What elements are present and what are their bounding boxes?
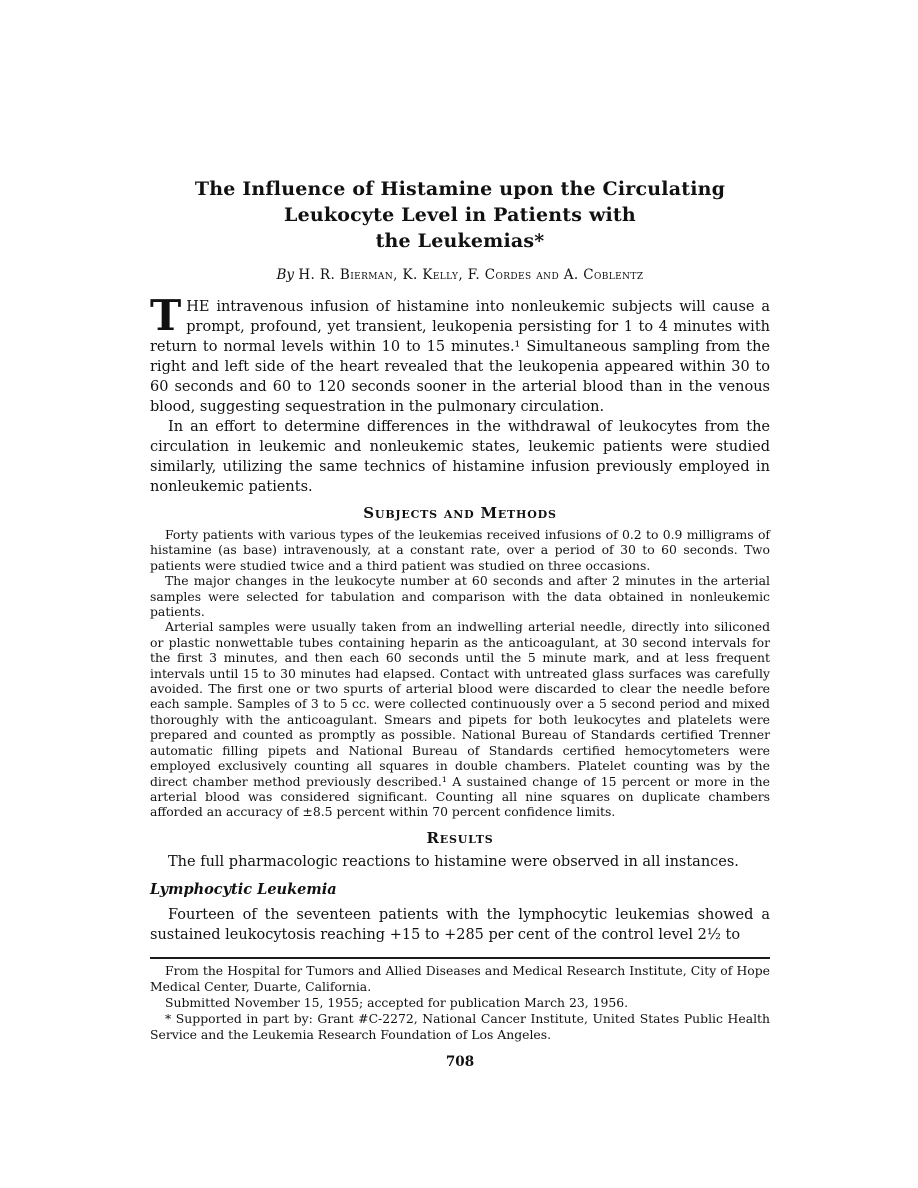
byline-authors: H. R. Bierman, K. Kelly, F. Cordes and A. Coblentz: [298, 267, 644, 283]
byline: [150, 267, 770, 283]
methods-section: [150, 527, 770, 820]
paper-title: [150, 176, 770, 254]
subsection-heading-lymphocytic-leukemia: Lymphocytic Leukemia: [150, 880, 337, 898]
results-paragraph: The full pharmacologic reactions to histamine were observed in all instances.: [168, 853, 739, 870]
page-content: [150, 176, 770, 1070]
lymphocytic-paragraph: Fourteen of the seventeen patients with the lymphocytic leukemias showed a sustained leukocytosis reaching +15 to +285 per cent of the control level 2½ to: [150, 906, 770, 943]
methods-paragraph-3: Arterial samples were usually taken from an indwelling arterial needle, directly into siliconed or plastic nonwettable tubes containing heparin as the anticoagulant, at 30 second intervals for the first 3 minutes, and then each 60 seconds until the 5 minute mark, and at less frequent intervals until 15 to 30 minutes had elapsed. Contact with untreated glass surfaces was carefully avoided. The first one or two spurts of arterial blood were discarded to clear the needle before each sample. Samples of 3 to 5 cc. were collected continuously over a 5 second period and mixed thoroughly with the anticoagulant. Smears and pipets for both leukocytes and platelets were prepared and counted as promptly as possible. National Bureau of Standards certified Trenner automatic filling pipets and National Bureau of Standards certified hemocytometers were employed exclusively counting all squares in double chambers. Platelet counting was by the direct chamber method previously described.¹ A sustained change of 15 percent or more in the arterial blood was considered significant. Counting all nine squares on duplicate chambers afforded an accuracy of ±8.5 percent within 70 percent confidence limits.: [150, 619, 770, 820]
intro-paragraph-2: In an effort to determine differences in the withdrawal of leukocytes from the circulation in leukemic and nonleukemic states, leukemic patients were studied similarly, utilizing the same technics of histamine infusion previously employed in nonleukemic patients.: [150, 419, 770, 495]
title-line-2: Leukocyte Level in Patients with: [284, 204, 636, 226]
section-heading-results: Results: [426, 828, 494, 847]
page-number: 708: [445, 1053, 475, 1070]
intro-paragraph-1: [150, 291, 770, 417]
footnotes: [150, 963, 770, 1043]
methods-paragraph-1: Forty patients with various types of the leukemias received infusions of 0.2 to 0.9 milligrams of histamine (as base) intravenously, at a constant rate, over a period of 30 to 60 seconds. Two patients were studied twice and a third patient was studied on three occasions.: [150, 527, 770, 573]
byline-by: By: [276, 267, 295, 283]
intro-paragraph-1-text: HE intravenous infusion of histamine into nonleukemic subjects will cause a prompt, profound, yet transient, leukopenia persisting for 1 to 4 minutes with return to normal levels within 10 to 15 minutes.¹ Simultaneous sampling from the right and left side of the heart revealed that the leukopenia appeared within 30 to 60 seconds and 60 to 120 seconds sooner in the arterial blood than in the venous blood, suggesting sequestration in the pulmonary circulation.: [150, 299, 770, 415]
methods-paragraph-2: The major changes in the leukocyte number at 60 seconds and after 2 minutes in the arterial samples were selected for tabulation and comparison with the data obtained in nonleukemic patients.: [150, 573, 770, 620]
footnote-rule: [150, 957, 770, 959]
section-heading-subjects-methods: Subjects and Methods: [363, 504, 557, 522]
drop-cap: T: [150, 291, 182, 340]
title-line-3: the Leukemias*: [375, 230, 545, 252]
footnote-submission: Submitted November 15, 1955; accepted for publication March 23, 1956.: [165, 994, 629, 1010]
footnote-affiliation: From the Hospital for Tumors and Allied Diseases and Medical Research Institute, City of Hope Medical Center, Duarte, California.: [150, 962, 770, 994]
title-line-1: The Influence of Histamine upon the Circulating: [194, 178, 726, 200]
footnote-support: * Supported in part by: Grant #C-2272, National Cancer Institute, United States Public Health Service and the Leukemia Research Foundation of Los Angeles.: [150, 1010, 770, 1042]
